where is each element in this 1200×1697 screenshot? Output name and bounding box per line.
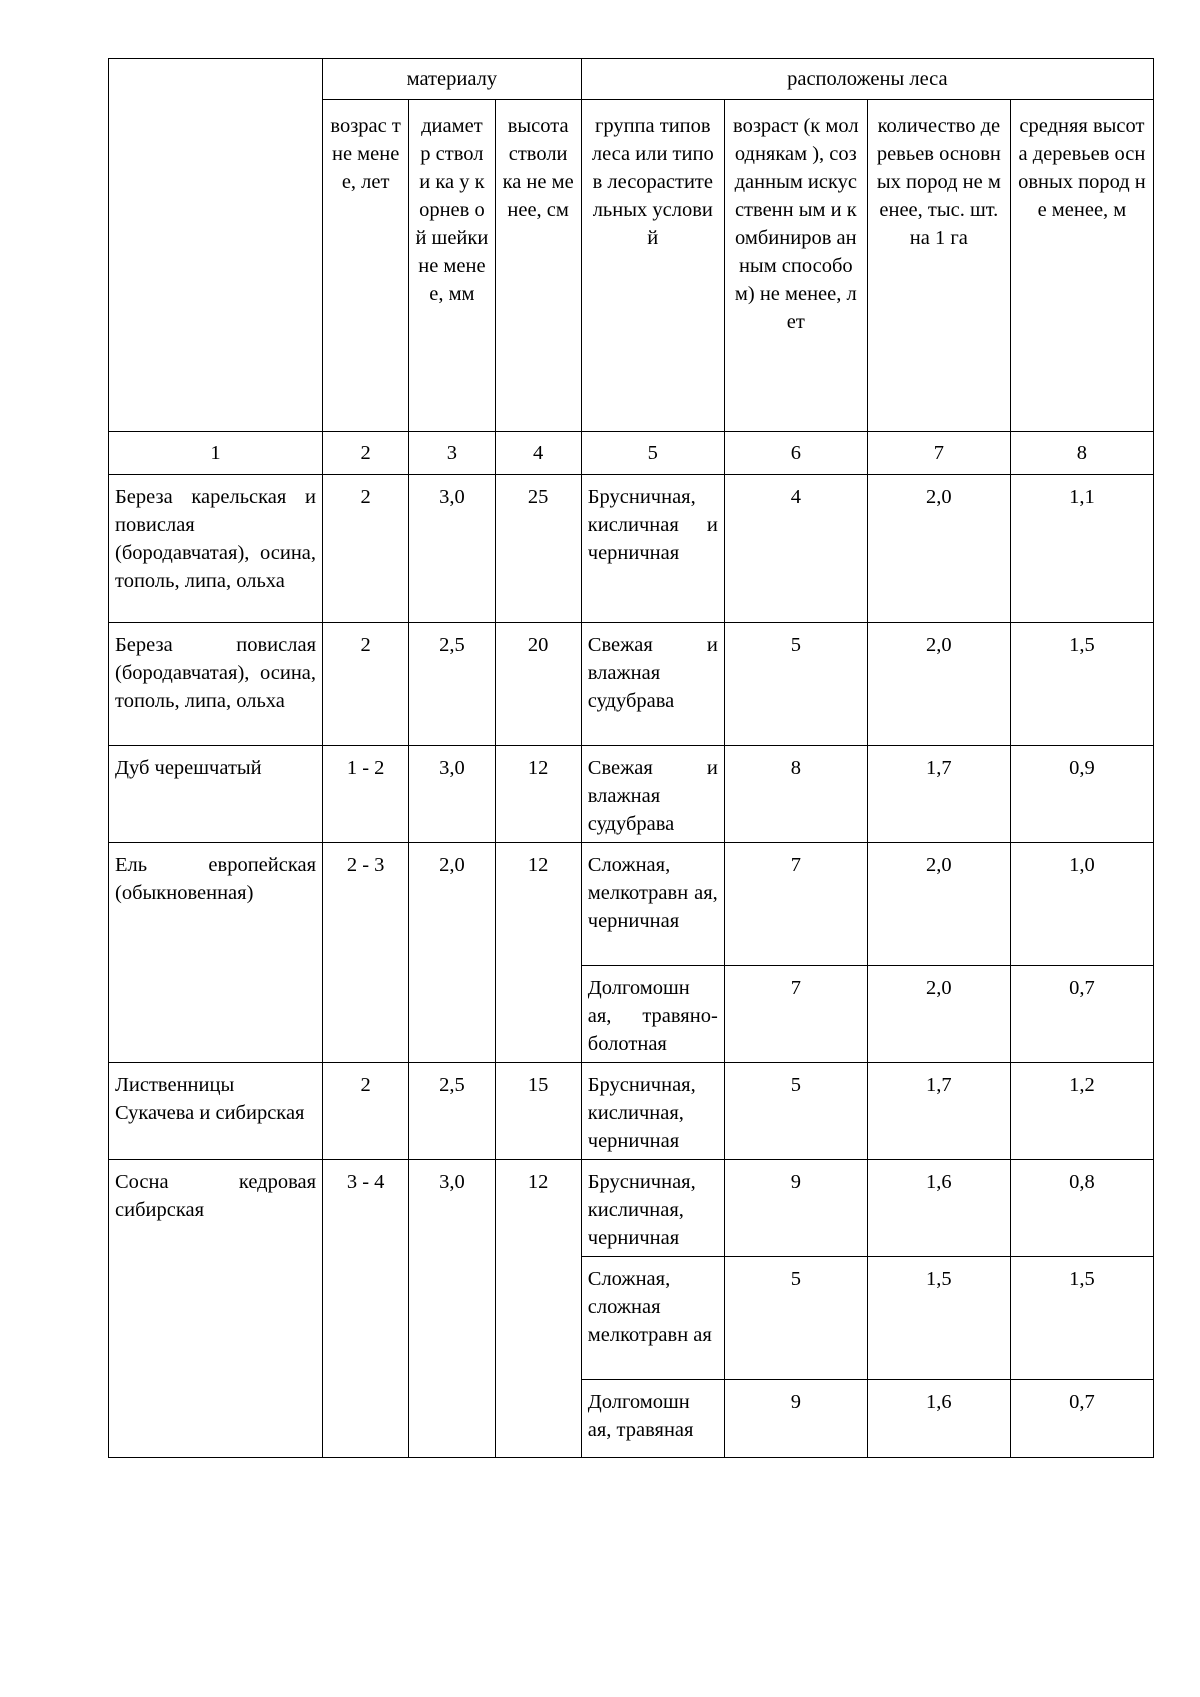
table-row: [109, 1063, 1154, 1160]
avg-height-cell: 1,0: [1010, 843, 1153, 966]
young-age-cell: 5: [724, 1257, 867, 1380]
header-material-group: материалу: [323, 59, 582, 100]
species-cell: Береза карельская и повислая (бородавчатая), осина, тополь, липа, ольха: [109, 475, 323, 623]
table-row: [109, 475, 1154, 623]
col-number: 5: [581, 432, 724, 475]
col-number: 2: [323, 432, 409, 475]
count-cell: 1,5: [867, 1257, 1010, 1380]
forest-type-cell: Брусничная, кисличная, черничная: [581, 1063, 724, 1160]
age-cell: 2: [323, 1063, 409, 1160]
count-cell: 2,0: [867, 623, 1010, 746]
young-age-cell: 5: [724, 1063, 867, 1160]
col-number: 3: [409, 432, 495, 475]
age-cell: 2: [323, 623, 409, 746]
header-col4: высота стволи ка не менее, см: [495, 100, 581, 432]
header-col5: группа типов леса или типов лесорастите льных условий: [581, 100, 724, 432]
count-cell: 2,0: [867, 966, 1010, 1063]
avg-height-cell: 0,7: [1010, 1380, 1153, 1458]
age-cell: 2: [323, 475, 409, 623]
height-cell: 12: [495, 1160, 581, 1458]
young-age-cell: 5: [724, 623, 867, 746]
header-col7: количество деревьев основных пород не менее, тыс. шт. на 1 га: [867, 100, 1010, 432]
height-cell: 20: [495, 623, 581, 746]
avg-height-cell: 0,9: [1010, 746, 1153, 843]
count-cell: 2,0: [867, 843, 1010, 966]
table-row: [109, 623, 1154, 746]
header-empty-cell: [109, 59, 323, 432]
species-cell: Сосна кедровая сибирская: [109, 1160, 323, 1458]
young-age-cell: 4: [724, 475, 867, 623]
age-cell: 3 - 4: [323, 1160, 409, 1458]
count-cell: 1,7: [867, 1063, 1010, 1160]
height-cell: 12: [495, 746, 581, 843]
forest-type-cell: Брусничная, кисличная и черничная: [581, 475, 724, 623]
height-cell: 25: [495, 475, 581, 623]
age-cell: 1 - 2: [323, 746, 409, 843]
avg-height-cell: 1,2: [1010, 1063, 1153, 1160]
count-cell: 2,0: [867, 475, 1010, 623]
avg-height-cell: 1,1: [1010, 475, 1153, 623]
forest-type-cell: Свежая и влажная судубрава: [581, 746, 724, 843]
col-number: 8: [1010, 432, 1153, 475]
species-cell: Береза повислая (бородавчатая), осина, тополь, липа, ольха: [109, 623, 323, 746]
col-number: 1: [109, 432, 323, 475]
forest-type-cell: Долгомошн ая, травяная: [581, 1380, 724, 1458]
forest-type-cell: Брусничная, кисличная, черничная: [581, 1160, 724, 1257]
age-cell: 2 - 3: [323, 843, 409, 1063]
diameter-cell: 2,5: [409, 1063, 495, 1160]
col-number: 4: [495, 432, 581, 475]
diameter-cell: 3,0: [409, 746, 495, 843]
forest-type-cell: Сложная, мелкотравн ая, черничная: [581, 843, 724, 966]
header-forest-group: расположены леса: [581, 59, 1153, 100]
young-age-cell: 7: [724, 966, 867, 1063]
col-number: 6: [724, 432, 867, 475]
column-number-row: [109, 432, 1154, 475]
avg-height-cell: 1,5: [1010, 623, 1153, 746]
header-col6: возраст (к молоднякам ), созданным искусственн ым и комбиниров анным способом) не менее, лет: [724, 100, 867, 432]
table-row: [109, 1160, 1154, 1257]
young-age-cell: 9: [724, 1160, 867, 1257]
count-cell: 1,6: [867, 1160, 1010, 1257]
header-group-row: [109, 59, 1154, 100]
avg-height-cell: 0,8: [1010, 1160, 1153, 1257]
young-age-cell: 7: [724, 843, 867, 966]
header-col8: средняя высота деревьев основных пород не менее, м: [1010, 100, 1153, 432]
header-col2: возрас т не менее, лет: [323, 100, 409, 432]
count-cell: 1,6: [867, 1380, 1010, 1458]
species-cell: Дуб черешчатый: [109, 746, 323, 843]
col-number: 7: [867, 432, 1010, 475]
species-cell: Ель европейская (обыкновенная): [109, 843, 323, 1063]
height-cell: 12: [495, 843, 581, 1063]
young-age-cell: 9: [724, 1380, 867, 1458]
table-row: [109, 843, 1154, 966]
count-cell: 1,7: [867, 746, 1010, 843]
diameter-cell: 3,0: [409, 475, 495, 623]
avg-height-cell: 0,7: [1010, 966, 1153, 1063]
diameter-cell: 3,0: [409, 1160, 495, 1458]
diameter-cell: 2,0: [409, 843, 495, 1063]
diameter-cell: 2,5: [409, 623, 495, 746]
forest-type-cell: Долгомошн ая, травяно-болотная: [581, 966, 724, 1063]
young-age-cell: 8: [724, 746, 867, 843]
species-cell: Лиственницы Сукачева и сибирская: [109, 1063, 323, 1160]
table-row: [109, 746, 1154, 843]
height-cell: 15: [495, 1063, 581, 1160]
forest-standards-table: [108, 58, 1154, 1458]
avg-height-cell: 1,5: [1010, 1257, 1153, 1380]
forest-type-cell: Сложная, сложная мелкотравн ая: [581, 1257, 724, 1380]
header-col3: диамет р стволи ка у корнев ой шейки не менее, мм: [409, 100, 495, 432]
forest-type-cell: Свежая и влажная судубрава: [581, 623, 724, 746]
